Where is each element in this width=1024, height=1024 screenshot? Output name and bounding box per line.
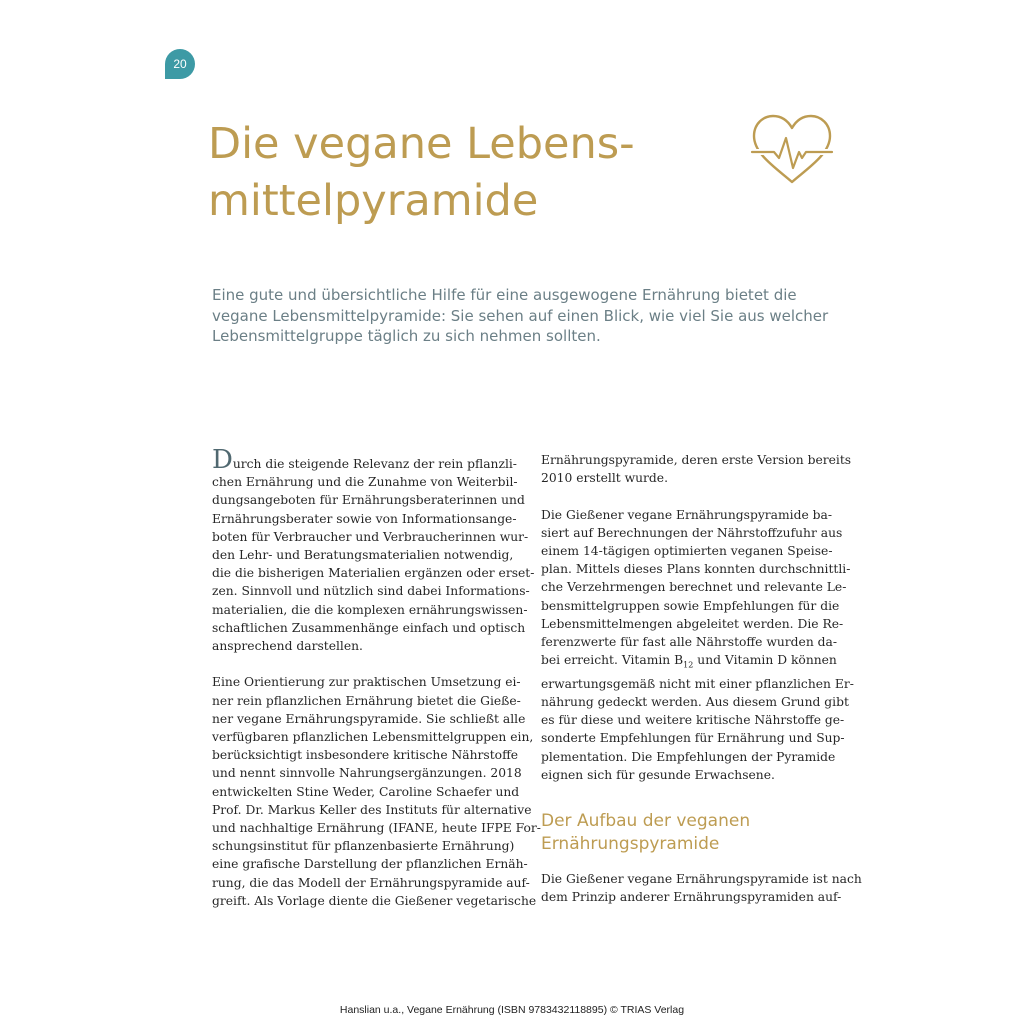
vitamin-b12 — [621, 653, 694, 670]
text-line: verfügbaren pflanzlichen Lebensmittelgruppen ein, — [212, 730, 534, 745]
text-line — [212, 445, 517, 475]
paragraph — [541, 506, 854, 785]
text-line: Eine Orientierung zur praktischen Umsetzung ei- — [212, 675, 521, 690]
text-line: 2010 erstellt wurde. — [541, 471, 668, 486]
text-line: plementation. Die Empfehlungen der Pyramide — [541, 749, 836, 764]
text-line: Prof. Dr. Markus Keller des Instituts für alternative — [212, 802, 532, 817]
text-line: che Verzehrmengen berechnet und relevante Le- — [541, 580, 847, 595]
heart-pulse-icon — [750, 112, 834, 186]
text-line: materialien, die die komplexen ernährungswissen- — [212, 602, 528, 617]
text-line: zen. Sinnvoll und nützlich sind dabei Informations- — [212, 584, 530, 599]
text-line: ansprechend darstellen. — [212, 639, 363, 654]
vitamin-subscript: 12 — [683, 660, 694, 670]
text-line: den Lehr- und Beratungsmaterialien notwendig, — [212, 548, 514, 563]
text-line: und nachhaltige Ernährung (IFANE, heute IFPE For- — [212, 821, 541, 836]
text-line: dem Prinzip anderer Ernährungspyramiden auf- — [541, 890, 842, 905]
text-line: Ernährungspyramide, deren erste Version bereits — [541, 453, 852, 467]
text-line: und nennt sinnvolle Nahrungsergänzungen. 2018 — [212, 766, 522, 781]
text-line: dungsangeboten für Ernährungsberaterinnen und — [212, 493, 525, 508]
paragraph — [541, 870, 862, 906]
text-line: Lebensmittelmengen abgeleitet werden. Die Re- — [541, 616, 844, 631]
text-line: sonderte Empfehlungen für Ernährung und Sup- — [541, 731, 845, 746]
text-line: eine grafische Darstellung der pflanzlichen Ernäh- — [212, 857, 528, 872]
text-line: nährung gedeckt werden. Aus diesem Grund gibt — [541, 695, 849, 710]
text-line: es für diese und weitere kritische Nährstoffe ge- — [541, 713, 845, 728]
text-line: bensmittelgruppen sowie Empfehlungen für die — [541, 598, 840, 613]
text-line: entwickelten Stine Weder, Caroline Schaefer und — [212, 784, 520, 799]
text-line: Die Gießener vegane Ernährungspyramide ist nach — [541, 872, 862, 887]
paragraph — [541, 451, 852, 487]
drop-cap: D — [212, 445, 233, 475]
text-line-rest: urch die steigende Relevanz der rein pflanzli- — [232, 457, 517, 471]
text-line: berücksichtigt insbesondere kritische Nährstoffe — [212, 748, 519, 763]
text-line: Ernährungsberater sowie von Informationsange- — [212, 511, 517, 526]
body-column-right — [541, 451, 862, 907]
text-fragment: und Vitamin D können — [697, 653, 837, 668]
text-line: die die bisherigen Materialien ergänzen oder erset- — [212, 566, 535, 581]
text-line: erwartungsgemäß nicht mit einer pflanzlichen Er- — [541, 676, 854, 691]
title-line: mittelpyramide — [208, 176, 539, 226]
subheading-line: Der Aufbau der veganen — [541, 811, 751, 832]
text-line: Die Gießener vegane Ernährungspyramide ba- — [541, 507, 832, 522]
text-line: chen Ernährung und die Zunahme von Weiterbil- — [212, 475, 518, 490]
text-fragment: bei erreicht. — [541, 653, 618, 668]
text-line: ner vegane Ernährungspyramide. Sie schließt alle — [212, 711, 526, 726]
intro-line: vegane Lebensmittelpyramide: Sie sehen auf einen Blick, wie viel Sie aus welcher — [212, 306, 829, 325]
text-line: rung, die das Modell der Ernährungspyramide auf- — [212, 875, 530, 890]
intro-line: Lebensmittelgruppe täglich zu sich nehmen sollten. — [212, 327, 601, 345]
text-line: schungsinstitut für pflanzenbasierte Ernährung) — [212, 839, 515, 854]
page-footer: Hanslian u.a., Vegane Ernährung (ISBN 9783432118895) © TRIAS Verlag — [339, 1004, 685, 1016]
title-line: Die vegane Lebens- — [208, 119, 635, 169]
text-line: eignen sich für gesunde Erwachsene. — [541, 767, 775, 782]
text-line: boten für Verbraucher und Verbraucherinnen wur- — [212, 529, 529, 544]
text-line: ferenzwerte für fast alle Nährstoffe wurden da- — [541, 635, 838, 650]
page-title — [208, 116, 728, 230]
page-number-badge: 20 — [165, 49, 195, 79]
paragraph — [212, 673, 541, 910]
intro-line: Eine gute und übersichtliche Hilfe für eine ausgewogene Ernährung bietet die — [212, 286, 797, 304]
subheading-line: Ernährungspyramide — [541, 834, 720, 855]
text-line: einem 14-tägigen optimierten veganen Speise- — [541, 544, 833, 558]
text-line: siert auf Berechnungen der Nährstoffzufuhr aus — [541, 525, 843, 540]
text-line: ner rein pflanzlichen Ernährung bietet die Gieße- — [212, 693, 521, 708]
paragraph — [212, 445, 535, 655]
text-line — [541, 651, 841, 675]
section-subheading — [541, 810, 841, 856]
vitamin-label: Vitamin B — [621, 653, 684, 668]
body-column-left — [212, 445, 541, 910]
text-line: plan. Mittels dieses Plans konnten durchschnittli- — [541, 562, 851, 577]
text-line: schaftlichen Zusammenhänge einfach und optisch — [212, 620, 526, 635]
intro-paragraph — [212, 285, 852, 347]
text-line: greift. Als Vorlage diente die Gießener vegetarische — [212, 893, 537, 908]
